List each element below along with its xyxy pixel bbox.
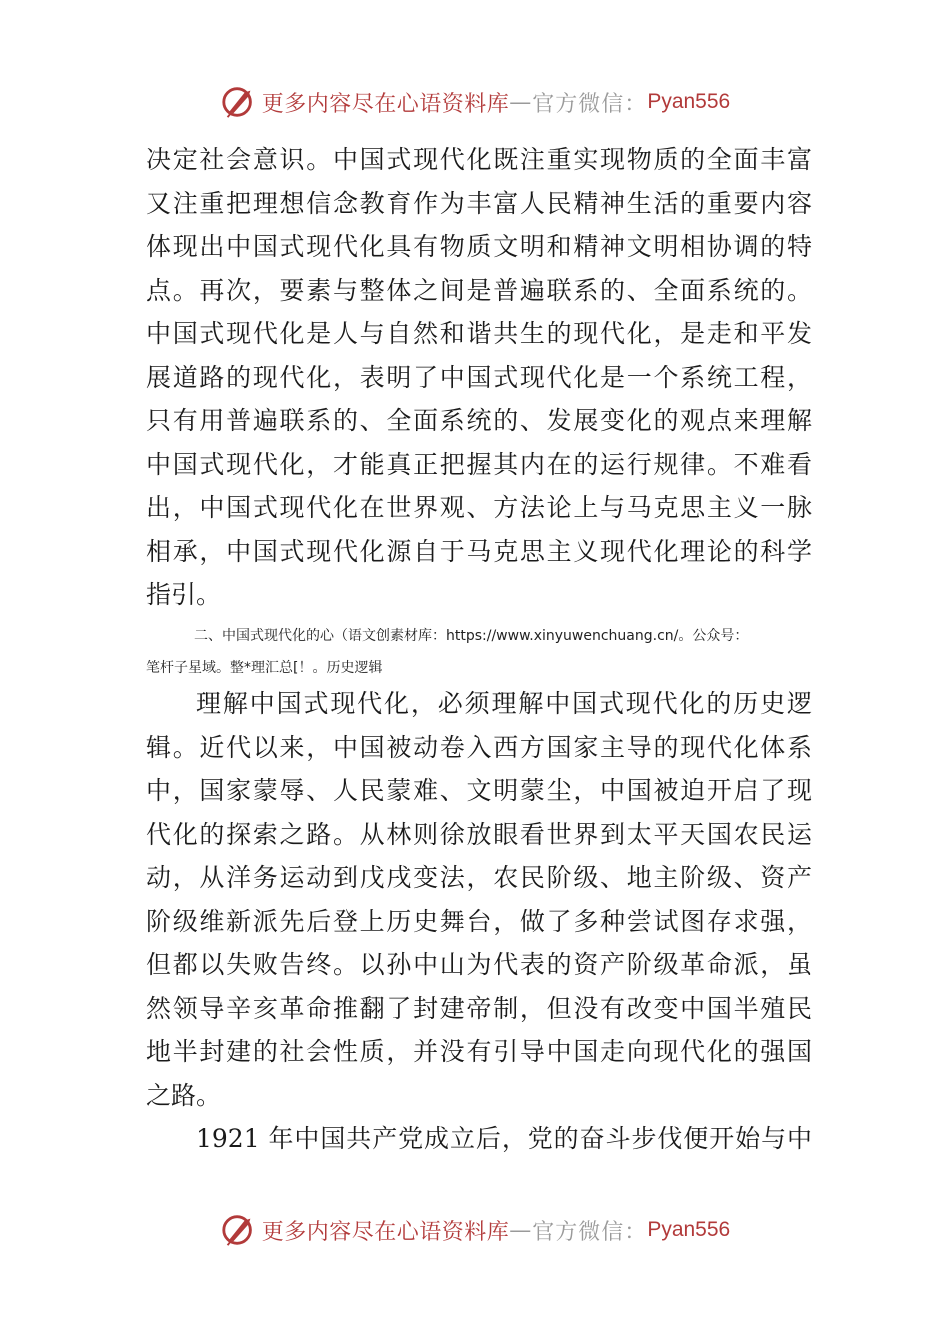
section-heading [146, 620, 826, 684]
text-line: 理解中国式现代化，必须理解中国式现代化的历史逻 [196, 689, 812, 718]
header-banner [0, 80, 950, 124]
text-line: 地半封建的社会性质，并没有引导中国走向现代化的强国 [146, 1037, 812, 1066]
text-line: 出，中国式现代化在世界观、方法论上与马克思主义一脉 [146, 493, 812, 522]
text-line: 只有用普遍联系的、全面系统的、发展变化的观点来理解 [146, 406, 812, 435]
banner-title: 更多内容尽在心语资料库 [261, 91, 510, 117]
paragraph-2 [146, 682, 812, 1161]
text-line: 展道路的现代化，表明了中国式现代化是一个系统工程， [146, 362, 812, 392]
text-line: 中国式现代化，才能真正把握其内在的运行规律。不难看 [146, 449, 812, 479]
text-line: 之路。 [146, 1080, 222, 1110]
text-line: 中，国家蒙辱、人民蒙难、文明蒙尘，中国被迫开启了现 [146, 776, 812, 805]
banner-title: 更多内容尽在心语资料库 [261, 1219, 510, 1245]
text-line: 代化的探索之路。从林则徐放眼看世界到太平天国农民运 [146, 819, 812, 849]
banner-label: 官方微信： [532, 1219, 648, 1245]
paragraph-3-line: 1921 年中国共产党成立后，党的奋斗步伐便开始与中 [196, 1124, 812, 1153]
text-line: 中国式现代化是人与自然和谐共生的现代化，是走和平发 [146, 319, 812, 348]
text-line: 但都以失败告终。以孙中山为代表的资产阶级革命派，虽 [146, 950, 812, 979]
text-line: 然领导辛亥革命推翻了封建帝制，但没有改变中国半殖民 [146, 993, 812, 1023]
pen-quill-logo-icon [220, 83, 258, 121]
footer-banner [0, 1208, 950, 1252]
text-line: 又注重把理想信念教育作为丰富人民精神生活的重要内容 [146, 188, 812, 218]
text-line: 指引。 [146, 580, 222, 609]
text-line: 点。再次，要素与整体之间是普遍联系的、全面系统的。 [146, 275, 812, 305]
pen-quill-logo-icon [220, 1211, 258, 1249]
text-line: 相承，中国式现代化源自于马克思主义现代化理论的科学 [146, 536, 812, 566]
text-line: 决定社会意识。中国式现代化既注重实现物质的全面丰富 [146, 145, 812, 174]
text-line: 动，从洋务运动到戊戌变法，农民阶级、地主阶级、资产 [146, 863, 812, 892]
text-line: 辑。近代以来，中国被动卷入西方国家主导的现代化体系 [146, 732, 812, 762]
banner-handle: Pyan556 [647, 1218, 731, 1241]
heading-line-1: 二、中国式现代化的心（语文创素材库：https://www.xinyuwenchuang.cn/。公众号： [194, 628, 749, 644]
banner-separator: — [509, 89, 533, 115]
text-line: 阶级维新派先后登上历史舞台，做了多种尝试图存求强， [146, 906, 812, 936]
banner-separator: — [509, 1217, 533, 1243]
banner-handle: Pyan556 [647, 90, 731, 113]
banner-label: 官方微信： [532, 91, 648, 117]
paragraph-1 [146, 138, 812, 617]
heading-line-2: 笔杆子星域。整*理汇总[！。历史逻辑 [146, 660, 383, 676]
text-line: 体现出中国式现代化具有物质文明和精神文明相协调的特 [146, 232, 812, 261]
